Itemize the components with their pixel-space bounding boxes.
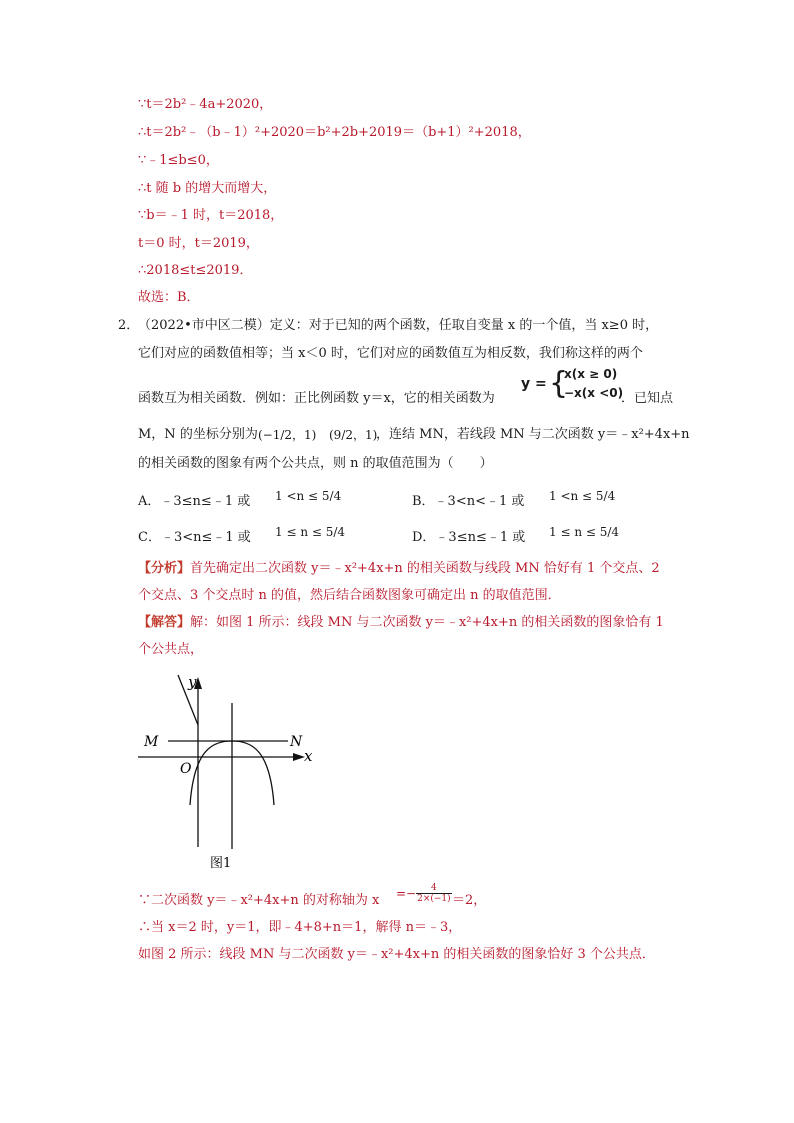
solution-line-7: ∴2018≤t≤2019．	[138, 263, 253, 278]
solution-line-2: ∴t＝2b²﹣（b﹣1）²+2020＝b²+2b+2019＝（b+1）²+2018，	[138, 125, 531, 140]
question-line-4: M，N 的坐标分别为	[138, 427, 258, 442]
option-c-range: 1 ≤ n ≤ 5/4	[275, 525, 346, 539]
point-n-text: (9/2，1)	[329, 428, 378, 442]
question-line-5: 的相关函数的图象有两个公共点，则 n 的取值范围为（ ）	[138, 456, 493, 471]
analysis-tag: 【分析】	[138, 561, 191, 576]
option-d[interactable]: D．﹣3≤n≤﹣1 或	[412, 530, 526, 545]
n-label: N	[290, 734, 303, 750]
solution-line-6: t＝0 时，t＝2019，	[138, 236, 259, 251]
answer-tag: 【解答】	[138, 615, 191, 630]
question-line-3-end: ．已知点	[621, 391, 674, 406]
y-axis-label: y	[188, 673, 197, 691]
solution-line-1: ∵t＝2b²﹣4a+2020，	[138, 97, 273, 112]
after-line-2: ∴当 x＝2 时，y＝1，即﹣4+8+n＝1，解得 n＝﹣3，	[138, 920, 462, 935]
figure-1	[130, 665, 330, 875]
solution-line-4: ∴t 随 b 的增大而增大，	[138, 181, 277, 196]
option-d-range: 1 ≤ n ≤ 5/4	[549, 525, 620, 539]
solution-line-3: ∵﹣1≤b≤0，	[138, 153, 219, 168]
origin-label: O	[180, 761, 192, 777]
question-line-2: 它们对应的函数值相等；当 x＜0 时，它们对应的函数值互为相反数，我们称这样的两个	[138, 346, 643, 361]
axis-frac-den: 2×(−1)	[417, 894, 451, 904]
point-m-text: (−1/2，1)	[258, 428, 317, 442]
axis-frac-num: 4	[416, 883, 452, 894]
figure-caption: 图1	[210, 856, 232, 871]
question-line-4-end: ，连结 MN，若线段 MN 与二次函数 y＝﹣x²+4x+n	[376, 427, 690, 442]
answer-text-1: 解：如图 1 所示：线段 MN 与二次函数 y＝﹣x²+4x+n 的相关函数的图象恰有 1	[190, 615, 664, 630]
after-line-1-end: ＝2，	[452, 893, 487, 908]
point-n	[329, 426, 377, 444]
answer-line-1	[138, 614, 664, 632]
after-line-1	[138, 892, 379, 910]
option-b[interactable]: B．﹣3<n<﹣1 或	[412, 494, 525, 509]
option-b-range: 1 <n ≤ 5/4	[549, 489, 616, 503]
solution-line-5: ∵b＝﹣1 时，t＝2018，	[138, 208, 284, 223]
option-a-range: 1 <n ≤ 5/4	[275, 489, 342, 503]
after-text-1: ∵二次函数 y＝﹣x²+4x+n 的对称轴为 x	[138, 893, 380, 908]
option-c[interactable]: C．﹣3<n≤﹣1 或	[138, 530, 251, 545]
question-line-1: （2022•市中区二模）定义：对于已知的两个函数，任取自变量 x 的一个值，当 x≥0 时，	[138, 318, 659, 333]
question-line-3: 函数互为相关函数．例如：正比例函数 y＝x，它的相关函数为	[138, 391, 495, 406]
m-label: M	[144, 734, 159, 750]
analysis-line-1	[138, 560, 660, 578]
axis-fraction: =− $\frac{4}{2\times(-1)}$	[396, 883, 451, 904]
x-axis-label: x	[304, 747, 313, 765]
piece-2: −x(x <0)	[564, 386, 624, 400]
analysis-text-1: 首先确定出二次函数 y＝﹣x²+4x+n 的相关函数与线段 MN 恰好有 1 个交点、2	[190, 561, 660, 576]
solution-choice: 故选：B．	[138, 290, 200, 305]
option-a[interactable]: A．﹣3≤n≤﹣1 或	[138, 494, 251, 509]
after-line-3: 如图 2 所示：线段 MN 与二次函数 y＝﹣x²+4x+n 的相关函数的图象恰好 3 个公共点．	[138, 947, 655, 962]
point-m	[258, 426, 316, 444]
analysis-line-2: 个交点、3 个交点时 n 的值，然后结合函数图象可确定出 n 的取值范围．	[138, 588, 561, 603]
question-number: 2．	[118, 318, 140, 333]
answer-line-2: 个公共点，	[138, 642, 204, 657]
piece-1: x(x ≥ 0)	[564, 367, 618, 381]
